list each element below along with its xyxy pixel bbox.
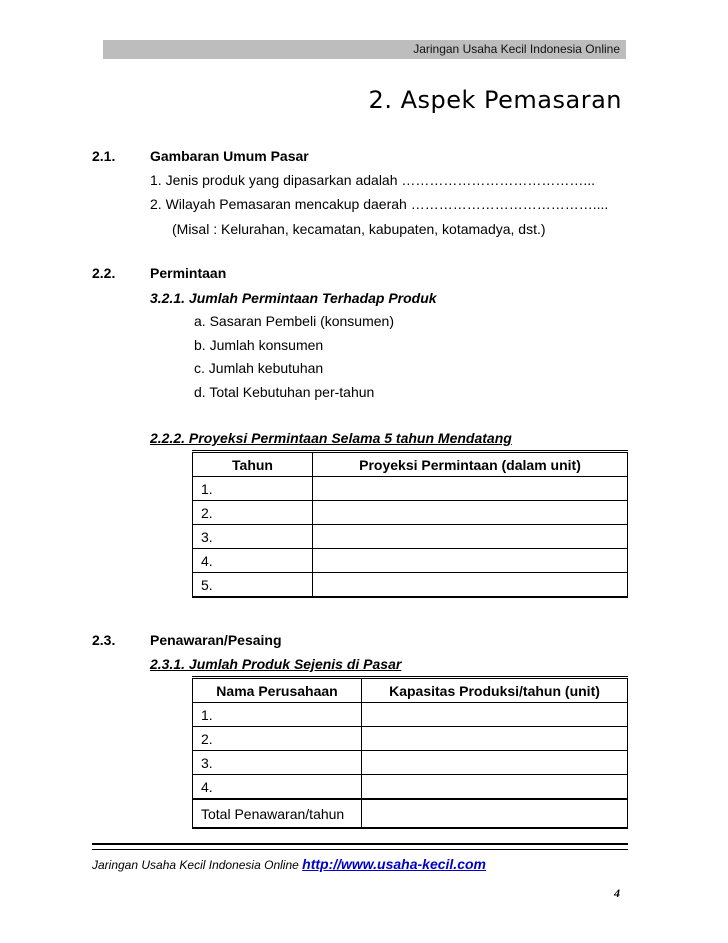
total-label: Total Penawaran/tahun <box>193 799 362 828</box>
header-bar <box>103 40 626 59</box>
table-header: Proyeksi Permintaan (dalam unit) <box>313 452 628 477</box>
table-row: 5. <box>193 573 628 598</box>
subsection-heading: 3.2.1. Jumlah Permintaan Terhadap Produk <box>150 290 437 306</box>
table-row: 3. <box>193 751 628 775</box>
table-row: 2. <box>193 727 628 751</box>
competitor-table <box>192 676 628 829</box>
subsection-heading: 2.3.1. Jumlah Produk Sejenis di Pasar <box>150 656 402 672</box>
table-header: Tahun <box>193 452 313 477</box>
table-header: Kapasitas Produksi/tahun (unit) <box>362 678 628 703</box>
subsection-heading: 2.2.2. Proyeksi Permintaan Selama 5 tahun Mendatang <box>150 430 512 446</box>
footer-link[interactable]: http://www.usaha-kecil.com <box>302 856 486 872</box>
projection-table <box>192 450 628 598</box>
list-item: a. Sasaran Pembeli (konsumen) <box>194 313 394 329</box>
footer <box>92 856 486 872</box>
table-row: 3. <box>193 525 628 549</box>
list-item: c. Jumlah kebutuhan <box>194 360 324 376</box>
table-row: 1. <box>193 703 628 727</box>
list-item: 1. Jenis produk yang dipasarkan adalah …………………………………... <box>150 172 596 188</box>
table-row: 4. <box>193 775 628 800</box>
header-text: Jaringan Usaha Kecil Indonesia Online <box>413 42 620 56</box>
page-title: 2. Aspek Pemasaran <box>368 86 622 114</box>
table-row: 1. <box>193 477 628 501</box>
section-number: 2.1. <box>92 148 116 164</box>
list-item: 2. Wilayah Pemasaran mencakup daerah ………………………………….... <box>150 196 609 212</box>
section-heading: Permintaan <box>150 265 227 281</box>
section-number: 2.2. <box>92 265 116 281</box>
section-heading: Gambaran Umum Pasar <box>150 148 309 164</box>
section-heading: Penawaran/Pesaing <box>150 632 282 648</box>
table-row: 4. <box>193 549 628 573</box>
table-header: Nama Perusahaan <box>193 678 362 703</box>
table-row <box>193 799 628 828</box>
list-item: d. Total Kebutuhan per-tahun <box>194 384 375 400</box>
section-number: 2.3. <box>92 632 116 648</box>
list-item-note: (Misal : Kelurahan, kecamatan, kabupaten, kotamadya, dst.) <box>172 221 546 237</box>
footer-divider <box>92 843 628 850</box>
table-row: 2. <box>193 501 628 525</box>
list-item: b. Jumlah konsumen <box>194 337 324 353</box>
footer-text: Jaringan Usaha Kecil Indonesia Online <box>92 858 299 872</box>
page-number: 4 <box>614 886 620 900</box>
